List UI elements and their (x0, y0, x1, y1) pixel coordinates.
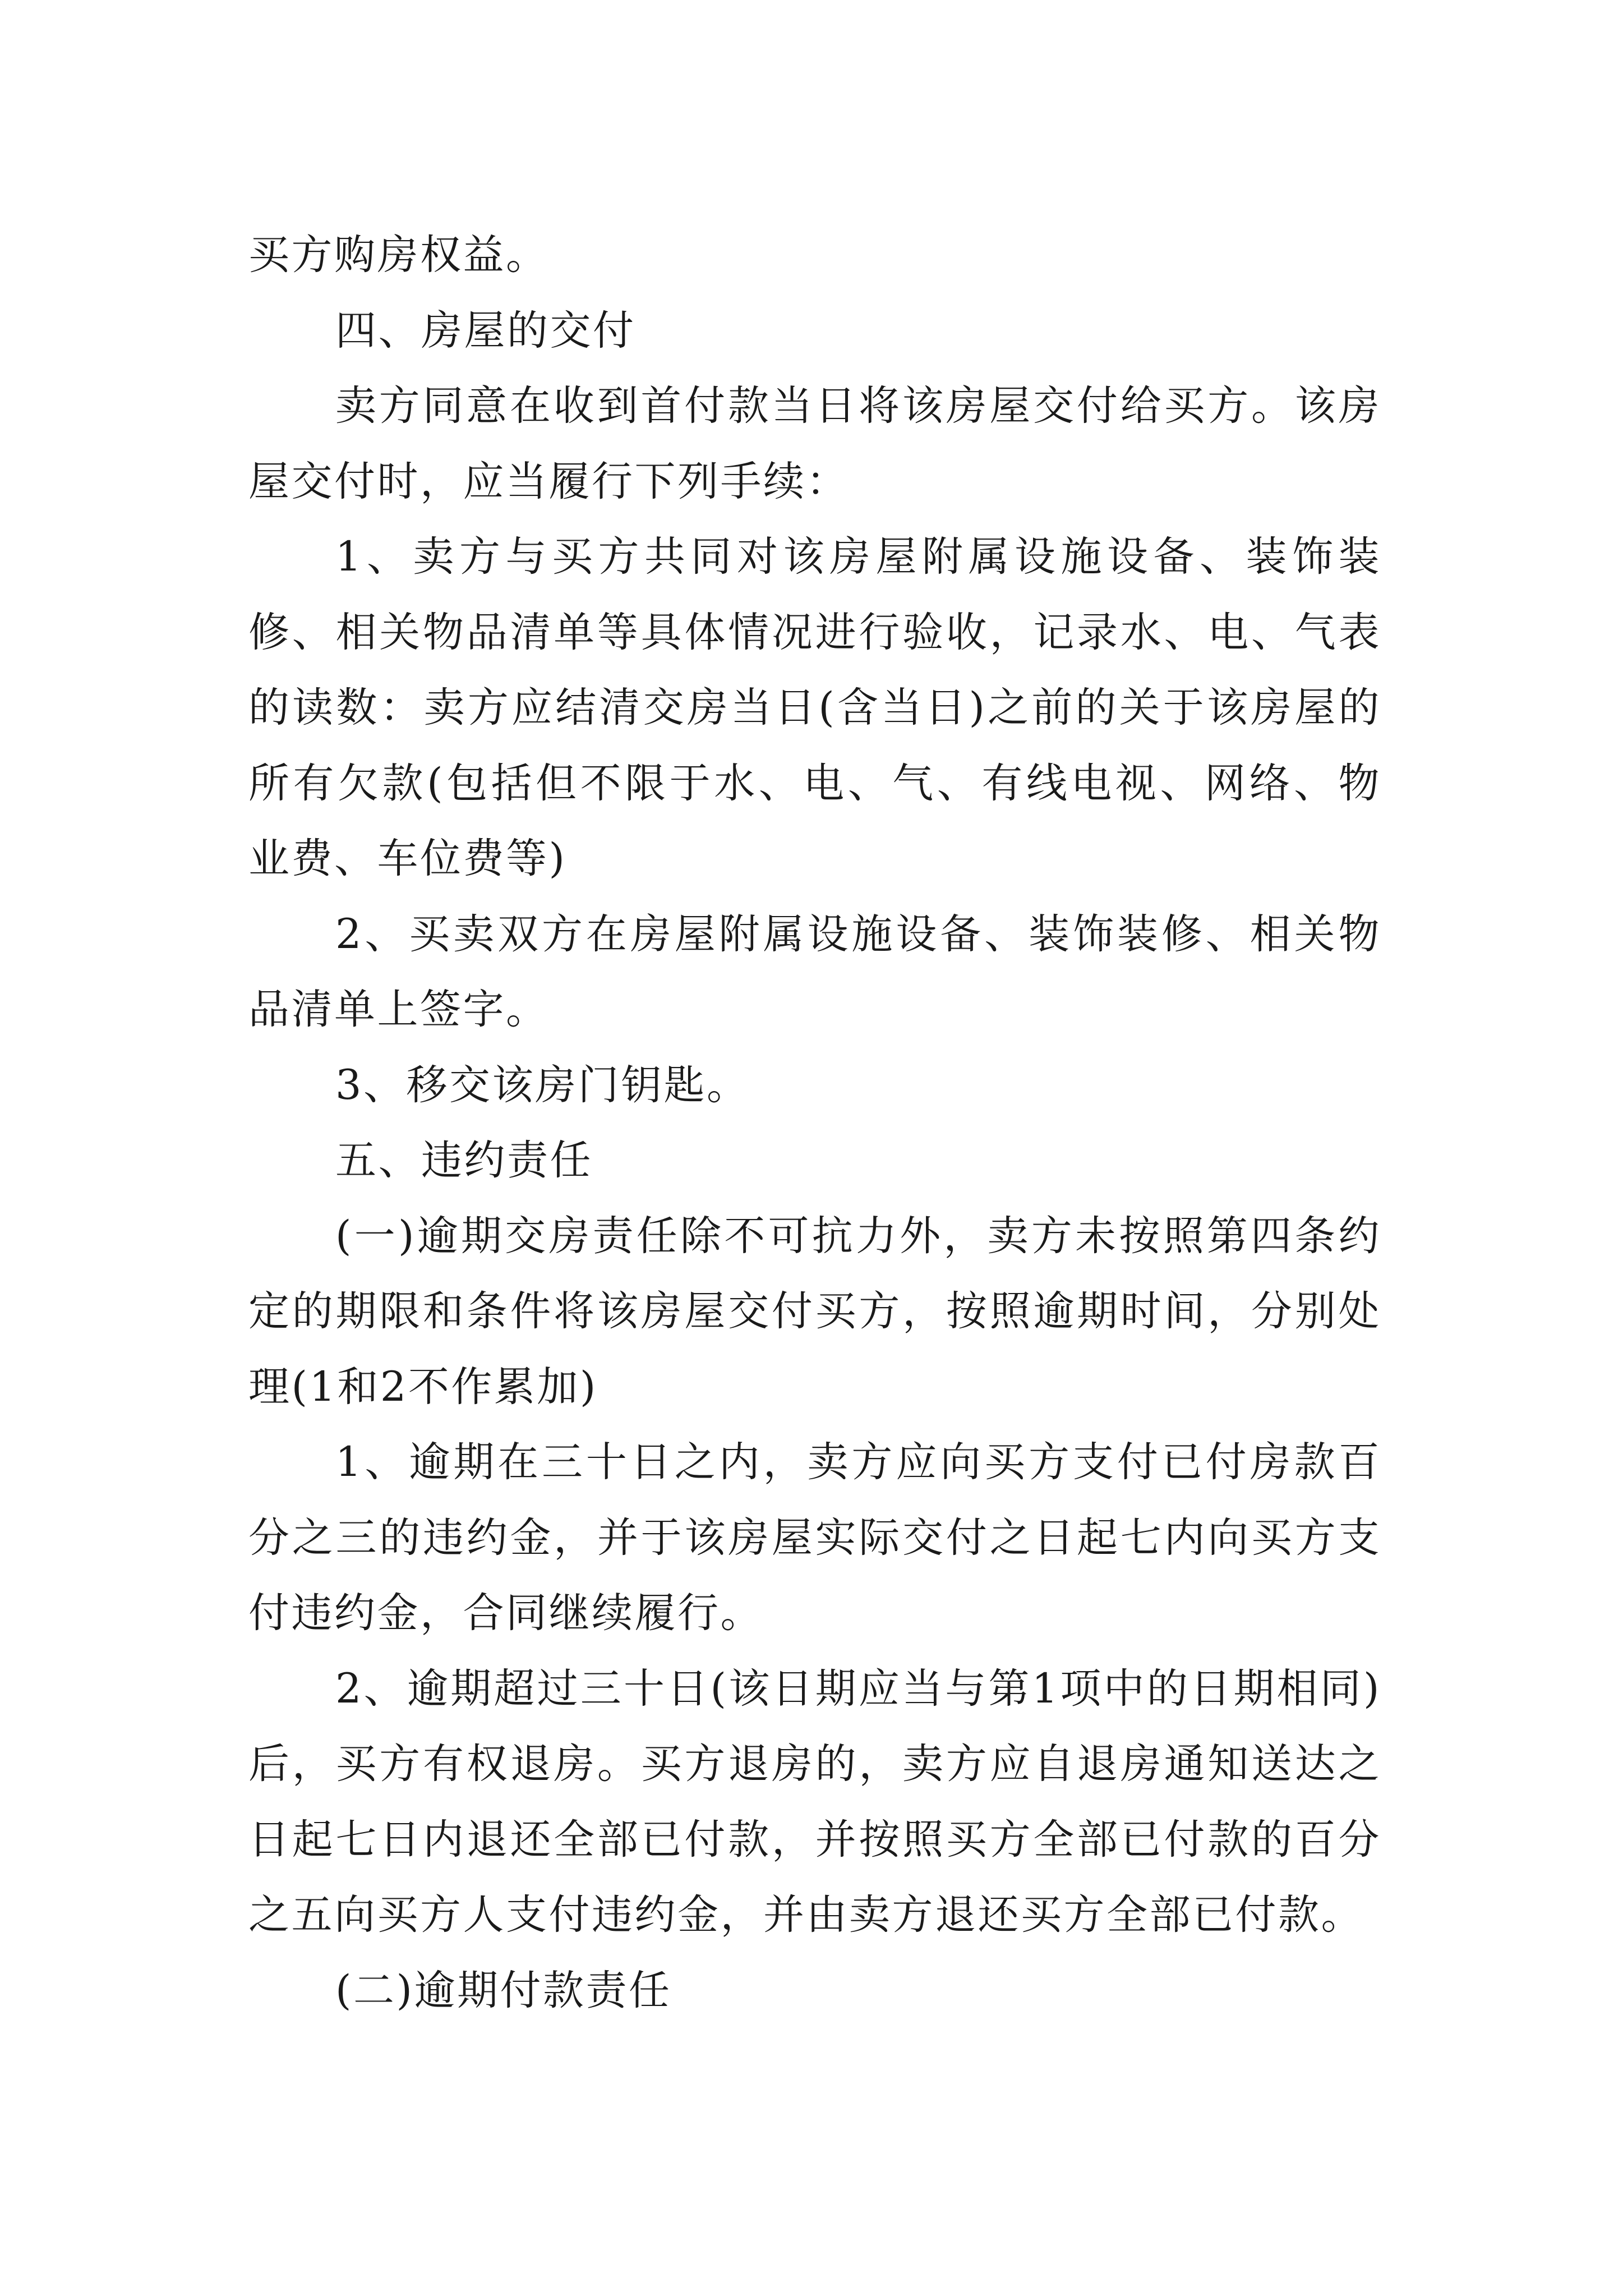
paragraph-delivery-item-2: 2、买卖双方在房屋附属设施设备、装饰装修、相关物品清单上签字。 (248, 910, 1381, 1033)
paragraph-1: 买方购房权益。 (248, 231, 549, 279)
paragraph-delivery-item-3: 3、移交该房门钥匙。 (335, 1061, 750, 1109)
section-heading-delivery: 四、房屋的交付 (335, 306, 636, 355)
section-heading-liability: 五、违约责任 (335, 1137, 593, 1184)
document-body (248, 218, 1381, 2028)
paragraph-late-delivery-item-1: 1、逾期在三十日之内，卖方应向买方支付已付房款百分之三的违约金，并于该房屋实际交付之日起七内向买方支付违约金，合同继续履行。 (248, 1438, 1381, 1637)
paragraph-late-delivery: (一)逾期交房责任除不可抗力外，卖方未按照第四条约定的期限和条件将该房屋交付买方，按照逾期时间，分别处理(1和2不作累加) (248, 1212, 1381, 1411)
paragraph-delivery-intro: 卖方同意在收到首付款当日将该房屋交付给买方。该房屋交付时，应当履行下列手续： (248, 382, 1381, 505)
subsection-heading-late-payment: (二)逾期付款责任 (335, 1966, 672, 2014)
paragraph-late-delivery-item-2: 2、逾期超过三十日(该日期应当与第1项中的日期相同)后，买方有权退房。买方退房的，卖方应自退房通知送达之日起七日内退还全部已付款，并按照买方全部已付款的百分之五向买方人支付违约金，并由卖方退还买方全部已付款。 (248, 1664, 1381, 1939)
paragraph-delivery-item-1: 1、卖方与买方共同对该房屋附属设施设备、装饰装修、相关物品清单等具体情况进行验收，记录水、电、气表的读数：卖方应结清交房当日(含当日)之前的关于该房屋的所有欠款(包括但不限于水、电、气、有线电视、网络、物业费、车位费等) (248, 533, 1381, 882)
